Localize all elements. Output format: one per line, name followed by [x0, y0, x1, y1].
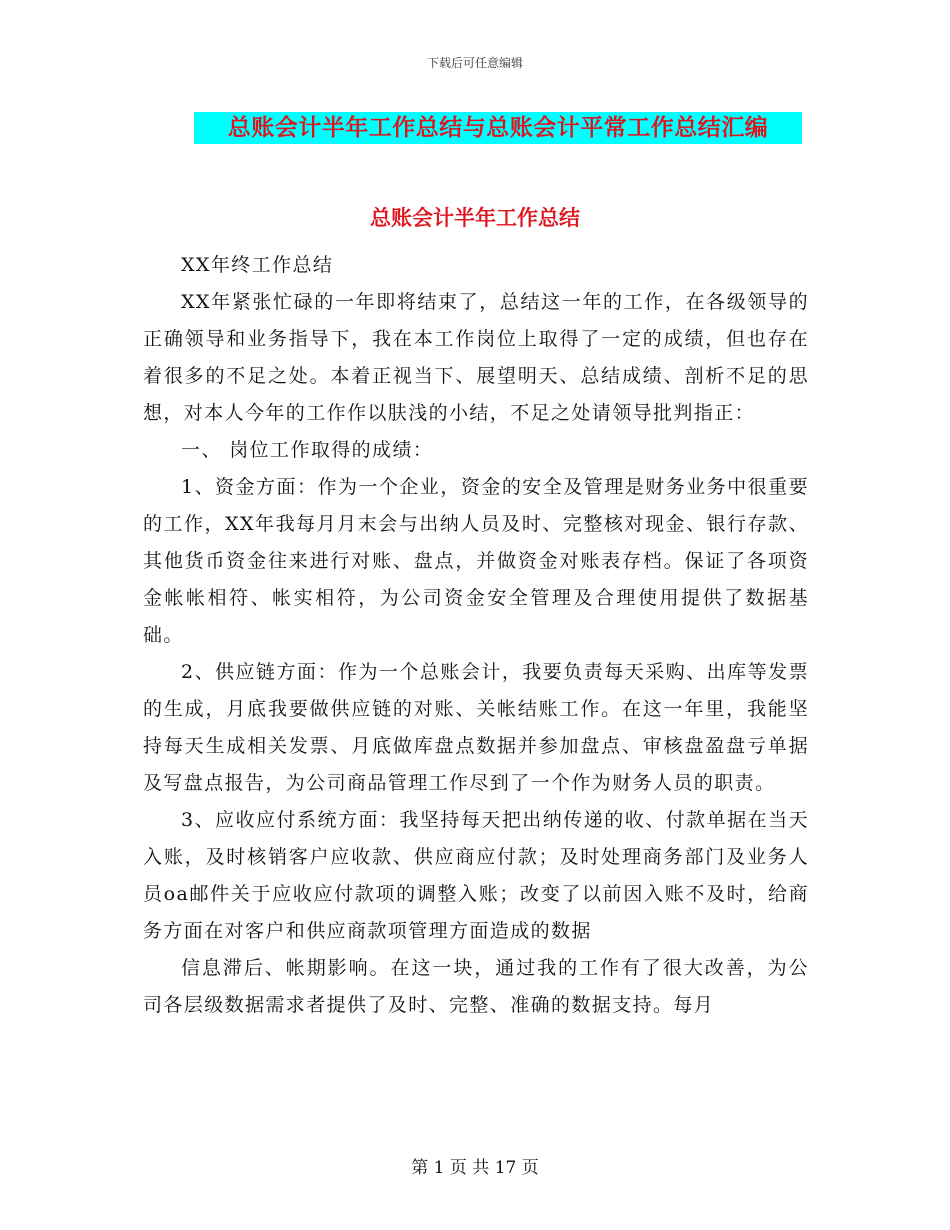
main-title-highlight — [194, 112, 802, 144]
paragraph: 3、应收应付系统方面：我坚持每天把出纳传递的收、付款单据在当天入账，及时核销客户应收款、供应商应付款；及时处理商务部门及业务人员oa邮件关于应收应付款项的调整入账；改变了以前因入账不及时，给商务方面在对客户和供应商款项管理方面造成的数据 — [143, 809, 809, 942]
sub-title: 总账会计半年工作总结 — [370, 205, 580, 230]
paragraph: 2、供应链方面：作为一个总账会计，我要负责每天采购、出库等发票的生成，月底我要做供应链的对账、关帐结账工作。在这一年里，我能坚持每天生成相关发票、月底做库盘点数据并参加盘点、审核盘盈盘亏单据及写盘点报告，为公司商品管理工作尽到了一个作为财务人员的职责。 — [143, 661, 809, 794]
paragraph: XX年紧张忙碌的一年即将结束了，总结这一年的工作，在各级领导的正确领导和业务指导下，我在本工作岗位上取得了一定的成绩，但也存在着很多的不足之处。本着正视当下、展望明天、总结成绩、剖析不足的思想，对本人今年的工作作以肤浅的小结，不足之处请领导批判指正： — [143, 291, 809, 424]
page-footer: 第 1 页 共 17 页 — [411, 1158, 539, 1178]
paragraph: 1、资金方面：作为一个企业，资金的安全及管理是财务业务中很重要的工作，XX年我每月月末会与出纳人员及时、完整核对现金、银行存款、其他货币资金往来进行对账、盘点，并做资金对账表存档。保证了各项资金帐帐相符、帐实相符，为公司资金安全管理及合理使用提供了数据基础。 — [143, 476, 809, 646]
paragraph: 一、 岗位工作取得的成绩： — [181, 439, 434, 461]
paragraph: XX年终工作总结 — [181, 254, 334, 276]
main-title: 总账会计半年工作总结与总账会计平常工作总结汇编 — [227, 114, 769, 141]
paragraph: 信息滞后、帐期影响。在这一块，通过我的工作有了很大改善，为公司各层级数据需求者提供了及时、完整、准确的数据支持。每月 — [143, 957, 809, 1016]
header-note: 下载后可任意编辑 — [426, 56, 523, 70]
document-body — [143, 247, 809, 1024]
